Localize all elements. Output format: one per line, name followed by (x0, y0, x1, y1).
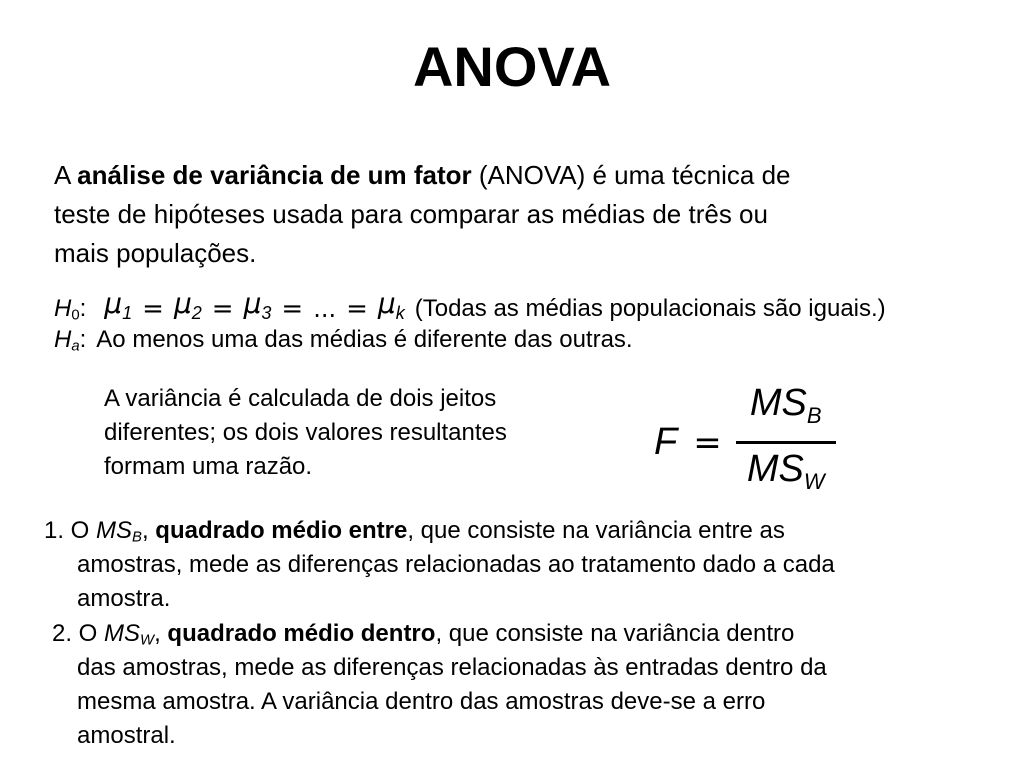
denominator-msw: $MS_W$ (746, 448, 825, 494)
variance-line-1: A variância é calculada de dois jeitos (104, 385, 497, 412)
item-2-line-3: mesma amostra. A variância dentro das amostras deve-se a erro (77, 688, 766, 715)
page-title: ANOVA (412, 35, 612, 98)
mu-3: $\mu_3$ (243, 287, 272, 323)
mu-1: $\mu_1$ (104, 287, 133, 323)
item-1-line-1: 1. O $MS_B$, quadrado médio entre, que consiste na variância entre as (44, 517, 785, 546)
item-1-line-3: amostra. (77, 585, 171, 612)
numerator-msb: $MS_B$ (749, 382, 822, 428)
intro-line-3: mais populações. (54, 238, 257, 268)
intro-line-2: teste de hipóteses usada para comparar as médias de três ou (54, 199, 768, 229)
mu-2: $\mu_2$ (173, 287, 202, 323)
item-2-line-2: das amostras, mede as diferenças relacionadas às entradas dentro da (77, 654, 827, 681)
formula-equals: = (693, 422, 722, 463)
equals-sign: = (142, 293, 164, 324)
msb-term: $MS_B$ (96, 517, 142, 546)
fraction-bar (736, 441, 836, 444)
intro-line-1-rest: (ANOVA) é uma técnica de (471, 160, 791, 190)
f-symbol: F (654, 421, 678, 463)
ha-colon: : (79, 326, 87, 353)
ha-label: $H_a$ (54, 326, 80, 355)
ellipsis: ... (313, 294, 337, 323)
item-1-bold: quadrado médio entre (155, 517, 408, 544)
intro-prefix: A (54, 160, 78, 190)
intro-bold-term: análise de variância de um fator (77, 160, 472, 190)
alternative-hypothesis (54, 323, 633, 357)
item-2-line-1: 2. O $MS_W$, quadrado médio dentro, que consiste na variância dentro (52, 620, 795, 649)
variance-line-3: formam uma razão. (104, 453, 313, 480)
item-2-line-4: amostral. (77, 722, 176, 749)
intro-line-1 (54, 156, 791, 195)
fraction (736, 382, 836, 503)
msw-term: $MS_W$ (104, 620, 155, 649)
h0-label: $H_0$ (54, 294, 80, 324)
f-ratio-formula (654, 382, 836, 503)
equals-sign: = (211, 293, 234, 324)
variance-line-2: diferentes; os dois valores resultantes (104, 419, 507, 446)
equals-sign: = (346, 293, 368, 324)
ha-text: Ao menos uma das médias é diferente das outras. (96, 326, 633, 353)
mu-k: $\mu_k$ (377, 287, 405, 323)
item-2-bold: quadrado médio dentro (167, 620, 436, 647)
h0-colon: : (79, 294, 87, 322)
h0-note: (Todas as médias populacionais são iguais.) (414, 294, 886, 322)
equals-sign: = (281, 293, 304, 324)
item-1-line-2: amostras, mede as diferenças relacionadas ao tratamento dado a cada (77, 551, 835, 578)
